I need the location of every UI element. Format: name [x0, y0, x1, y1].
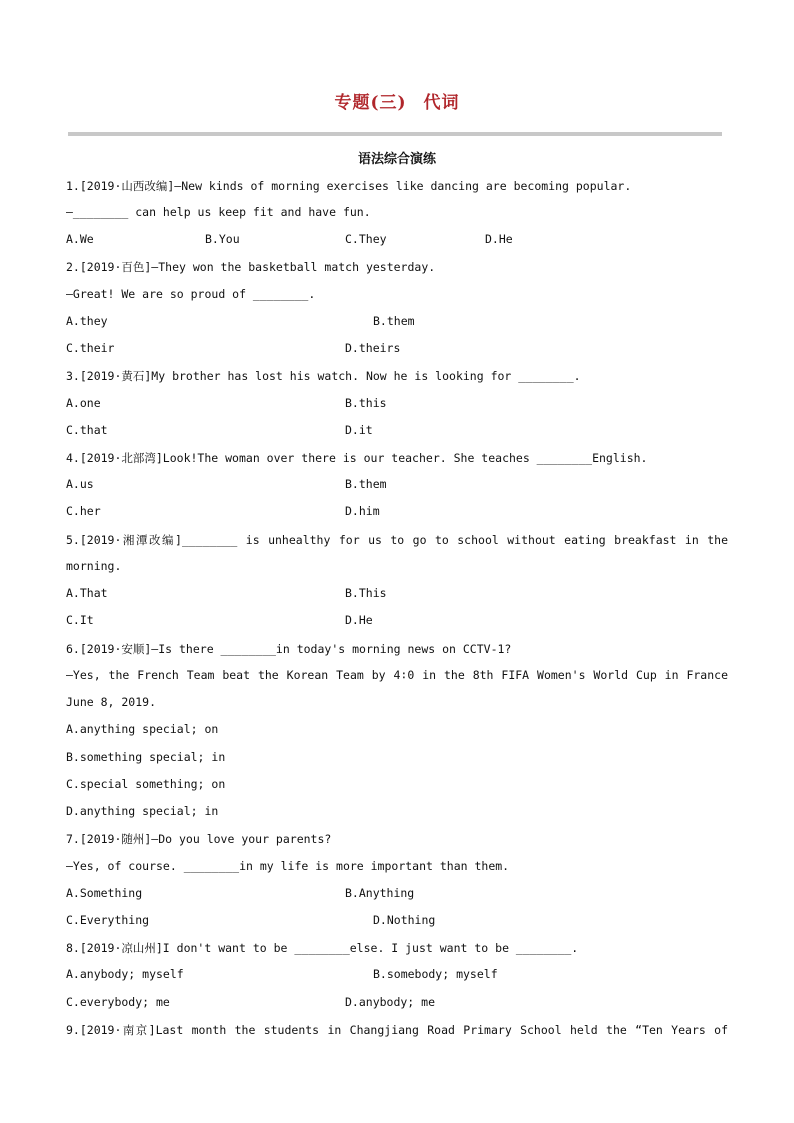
question-6-line3: June 8, 2019.: [66, 695, 157, 709]
question-2-option-a: A.they: [66, 314, 108, 328]
question-3-stem: 3.[2019·黄石]My brother has lost his watch. Now he is looking for ________.: [66, 369, 581, 383]
question-7-line2: —Yes, of course. ________in my life is more important than them.: [66, 859, 510, 873]
question-2-option-b: B.them: [373, 314, 415, 328]
question-6-option-a: A.anything special; on: [66, 722, 219, 736]
question-1-option-b: B.You: [205, 232, 240, 246]
question-8-option-d: D.anybody; me: [345, 995, 436, 1009]
question-5-option-a: A.That: [66, 586, 108, 600]
question-4-option-c: C.her: [66, 504, 101, 518]
question-9-stem: 9.[2019·南京]Last month the students in Changjiang Road Primary School held the “Ten Years of: [66, 1023, 728, 1037]
question-6-option-c: C.special something; on: [66, 777, 226, 791]
question-7-option-b: B.Anything: [345, 886, 415, 900]
question-7-option-d: D.Nothing: [373, 913, 436, 927]
question-3-option-a: A.one: [66, 396, 101, 410]
section-heading: 语法综合演练: [357, 152, 436, 167]
question-8-stem: 8.[2019·凉山州]I don't want to be ________else. I just want to be ________.: [66, 941, 579, 955]
question-1-option-c: C.They: [345, 232, 387, 246]
question-6-line2: —Yes, the French Team beat the Korean Team by 4∶0 in the 8th FIFA Women's World Cup in France: [66, 668, 728, 682]
question-2-option-d: D.theirs: [345, 341, 401, 355]
question-5-stem: 5.[2019·湘潭改编]________ is unhealthy for us to go to school without eating breakfast in the: [66, 533, 728, 547]
title-divider: [68, 132, 722, 136]
question-7-option-a: A.Something: [66, 886, 143, 900]
question-5-option-d: D.He: [345, 613, 373, 627]
question-1-stem: 1.[2019·山西改编]—New kinds of morning exercises like dancing are becoming popular.: [66, 179, 632, 193]
question-4-stem: 4.[2019·北部湾]Look!The woman over there is our teacher. She teaches ________English.: [66, 451, 648, 465]
question-5-option-c: C.It: [66, 613, 94, 627]
question-4-option-d: D.him: [345, 504, 380, 518]
question-3-option-c: C.that: [66, 423, 108, 437]
question-8-option-b: B.somebody; myself: [373, 967, 498, 981]
question-3-option-b: B.this: [345, 396, 387, 410]
question-4-option-b: B.them: [345, 477, 387, 491]
question-6-option-b: B.something special; in: [66, 750, 226, 764]
question-8-option-a: A.anybody; myself: [66, 967, 184, 981]
question-6-stem: 6.[2019·安顺]—Is there ________in today's morning news on CCTV-1?: [66, 642, 512, 656]
page-title: 专题(三) 代词: [334, 93, 460, 113]
question-5-line2: morning.: [66, 559, 122, 573]
question-1-line2: —________ can help us keep fit and have fun.: [66, 205, 371, 219]
question-2-line2: —Great! We are so proud of ________.: [66, 287, 316, 301]
question-2-option-c: C.their: [66, 341, 115, 355]
question-8-option-c: C.everybody; me: [66, 995, 170, 1009]
question-2-stem: 2.[2019·百色]—They won the basketball match yesterday.: [66, 260, 436, 274]
question-1-option-d: D.He: [485, 232, 513, 246]
question-4-option-a: A.us: [66, 477, 94, 491]
question-3-option-d: D.it: [345, 423, 373, 437]
question-6-option-d: D.anything special; in: [66, 804, 219, 818]
question-1-option-a: A.We: [66, 232, 94, 246]
question-7-stem: 7.[2019·随州]—Do you love your parents?: [66, 832, 332, 846]
question-7-option-c: C.Everything: [66, 913, 150, 927]
question-5-option-b: B.This: [345, 586, 387, 600]
